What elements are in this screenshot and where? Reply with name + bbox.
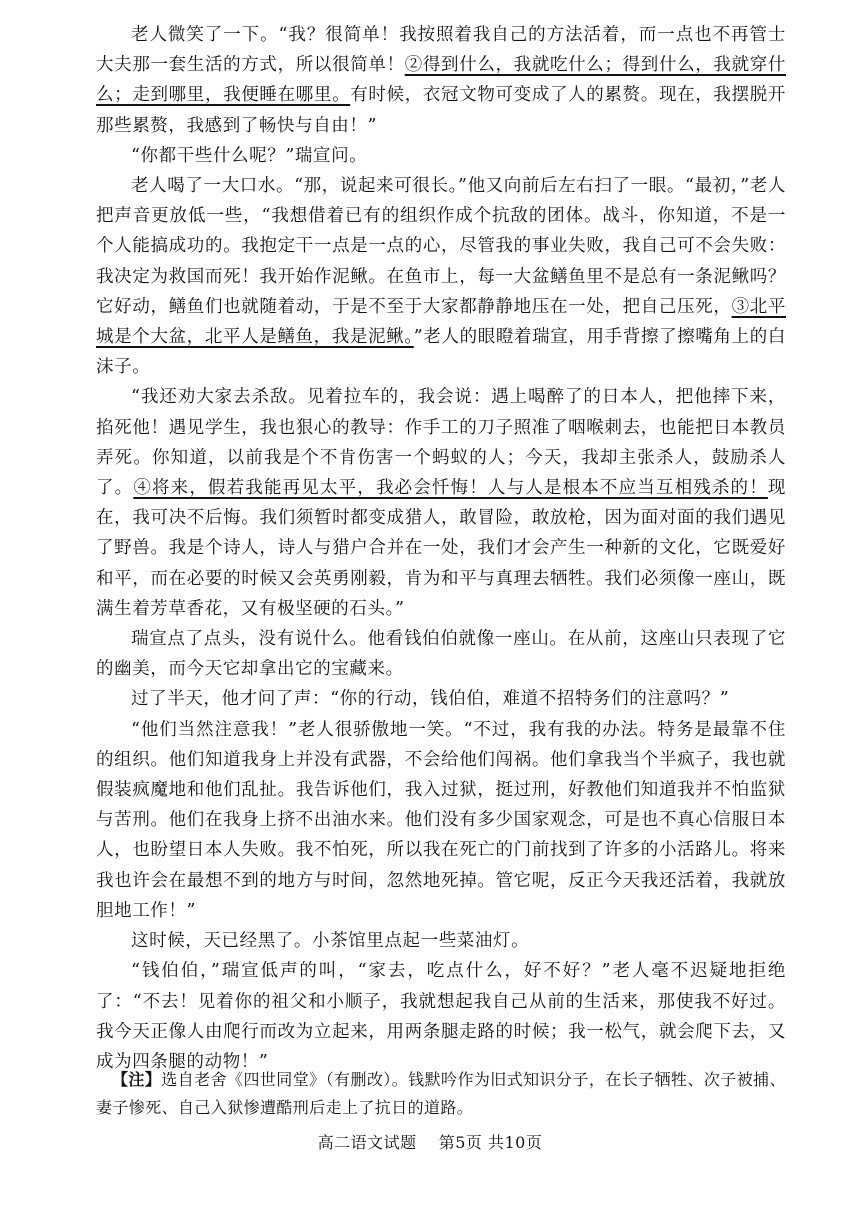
passage-note [96,1066,786,1122]
paragraph-p1 [96,20,786,141]
note-paragraph [96,1066,786,1122]
text-segment: “我还劝大家去杀敌。见着拉车的，我会说：遇上喝醉了的日本人，把他摔下来，掐死他！遇见学生，我也狠心的教导：作手工的刀子照准了咽喉刺去，也能把日本教员弄死。你知道，以前我是个不肯伤害一个蚂蚁的人；今天，我却主张杀人，鼓励杀人了。 [96,387,786,499]
footer-page-number: 第5页 共10页 [438,1133,543,1152]
note-text: 选自老舍《四世同堂》（有删改）。钱默吟作为旧式知识分子，在长子牺牲、次子被捕、妻子惨死、自己入狱惨遭酷刑后走上了抗日的道路。 [96,1070,786,1117]
note-label: 【注】 [112,1070,162,1089]
paragraph-p7 [96,715,786,926]
paragraph-p3 [96,171,786,382]
paragraph-p5 [96,624,786,684]
paragraph-p6 [96,684,786,714]
text-segment: “他们当然注意我！”老人很骄傲地一笑。“不过，我有我的办法。特务是最靠不住的组织。他们知道我身上并没有武器，不会给他们闯祸。他们拿我当个半疯子，我也就假装疯魔地和他们乱扯。我告诉他们，我入过狱，挺过刑，好教他们知道我并不怕监狱与苦刑。他们在我身上挤不出油水来。他们没有多少国家观念，可是也不真心信服日本人，也盼望日本人失败。我不怕死，所以我在死亡的门前找到了许多的小活路儿。将来我也许会在最想不到的地方与时间，忽然地死掉。管它呢，反正今天我还活着，我就放胆地工作！” [96,719,786,921]
underlined-sentence: ②得到什么，我就吃什么；得到什么，我就穿什么；走到哪里，我便睡在哪里。 [96,55,786,106]
text-segment: 有时候，衣冠文物可变成了人的累赘。现在，我摆脱开那些累赘，我感到了畅快与自由！” [96,85,786,136]
underlined-sentence: ④将来，假若我能再见太平，我必会忏悔！人与人是根本不应当互相残杀的！ [133,478,768,499]
page-footer [0,1130,860,1153]
text-segment: 过了半天，他才问了声：“你的行动，钱伯伯，难道不招特务们的注意吗？” [131,689,730,710]
paragraph-p2 [96,141,786,171]
text-segment: 瑞宣点了点头，没有说什么。他看钱伯伯就像一座山。在从前，这座山只表现了它的幽美，而今天它却拿出它的宝藏来。 [96,629,786,680]
underlined-sentence: ③北平城是个大盆，北平人是鳝鱼，我是泥鳅。 [96,296,786,348]
footer-subject: 高二语文试题 [317,1133,417,1152]
text-segment: 老人喝了一大口水。“那，说起来可很长。”他又向前后左右扫了一眼。“最初，”老人把声音更放低一些，“我想借着已有的组织作成个抗敌的团体。战斗，你知道，不是一个人能搞成功的。我抱定干一点是一点的心，尽管我的事业失败，我自己可不会失败：我决定为救国而死！我开始作泥鳅。在鱼市上，每一大盆鳝鱼里不是总有一条泥鳅吗？它好动，鳝鱼们也就随着动，于是不至于大家都静静地压在一处，把自己压死， [96,176,786,317]
paragraph-p4 [96,382,786,624]
text-segment: “钱伯伯，”瑞宣低声的叫，“家去，吃点什么，好不好？”老人毫不迟疑地拒绝了：“不去！见着你的祖父和小顺子，我就想起我自己从前的生活来，那使我不好过。我今天正像人由爬行而改为立起来，用两条腿走路的时候；我一松气，就会爬下去，又成为四条腿的动物！” [96,961,786,1072]
text-segment: “你都干些什么呢？”瑞宣问。 [131,145,368,166]
text-segment: 老人微笑了一下。“我？很简单！我按照着我自己的方法活着，而一点也不再管士大夫那一套生活的方式，所以很简单！ [96,25,786,76]
passage-body [96,20,786,1077]
text-segment: 现在，我可决不后悔。我们须暂时都变成猎人，敢冒险，敢放枪，因为面对面的我们遇见了野兽。我是个诗人，诗人与猎户合并在一处，我们才会产生一种新的文化，它既爱好和平，而在必要的时候又会英勇刚毅，肯为和平与真理去牺牲。我们必须像一座山，既满生着芳草香花，又有极坚硬的石头。” [96,478,786,619]
paragraph-p9 [96,956,786,1077]
text-segment: 这时候，天已经黑了。小茶馆里点起一些菜油灯。 [131,931,530,952]
text-segment: ”老人的眼瞪着瑞宣，用手背擦了擦嘴角上的白沫子。 [96,327,786,378]
paragraph-p8 [96,926,786,956]
